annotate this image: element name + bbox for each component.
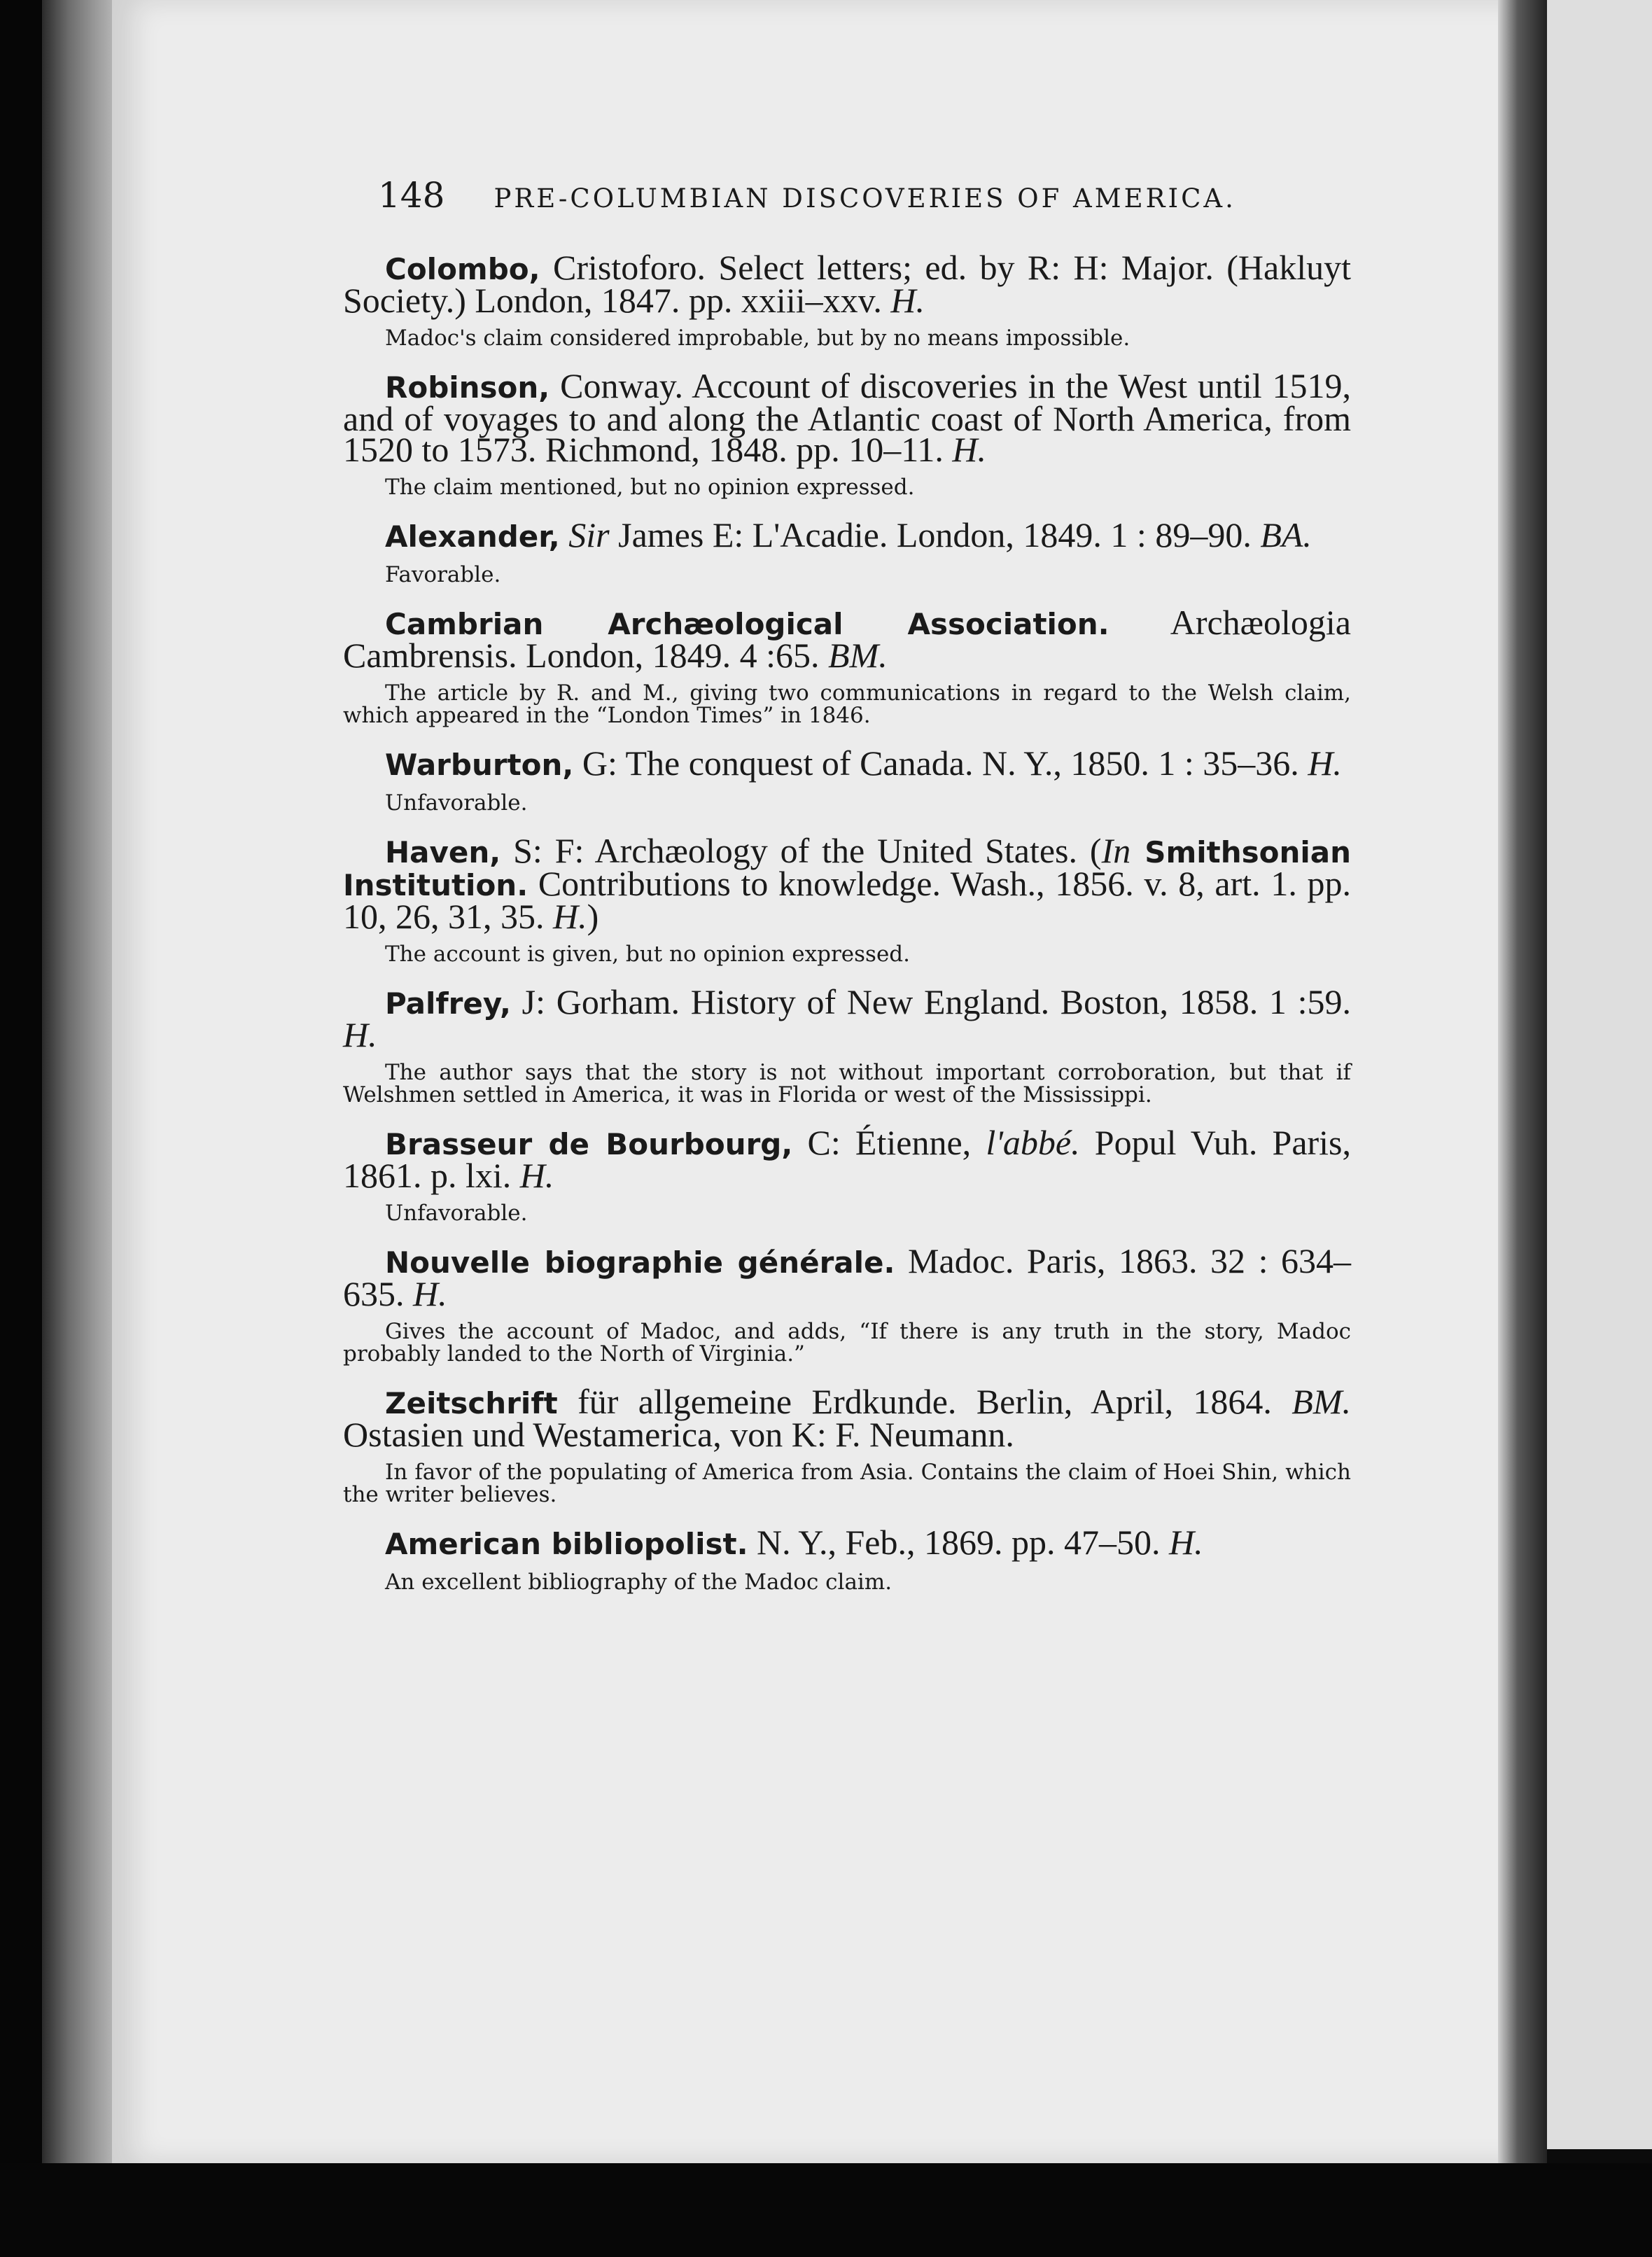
author-name: Brasseur de Bourbourg,	[385, 1127, 793, 1161]
author-title: Sir	[568, 515, 610, 554]
author-name: Zeitschrift	[385, 1386, 558, 1420]
annotation: Gives the account of Madoc, and adds, “If there is any truth in the story, Madoc probably landed to the North of Virginia.”	[343, 1319, 1351, 1367]
annotation: An excellent bibliography of the Madoc claim.	[385, 1570, 892, 1595]
closing-paren: )	[587, 897, 599, 936]
annotation: The account is given, but no opinion expressed.	[385, 942, 911, 967]
left-binding-shadow	[0, 0, 42, 2257]
author-name: Robinson,	[385, 370, 550, 405]
page-number: 148	[378, 175, 445, 216]
citation	[343, 1123, 1352, 1195]
annotation: Unfavorable.	[385, 790, 528, 816]
bibliography-entry	[343, 1241, 1352, 1367]
bibliography-entry	[343, 248, 1351, 351]
annotation: The article by R. and M., giving two communications in regard to the Welsh claim, which appeared in the “London Times” in 1846.	[343, 680, 1351, 728]
page-edge-band	[42, 0, 119, 2170]
bibliography-entry	[343, 743, 1351, 816]
citation-text: Cristoforo. Select letters; ed. by R: H: Major. (Hakluyt Society.) London, 1847. pp. xxiii–xxv.	[343, 248, 1351, 320]
annotation: Unfavorable.	[385, 1201, 528, 1226]
library-location: H.	[952, 430, 986, 469]
author-name: American bibliopolist.	[385, 1527, 748, 1561]
author-name: Palfrey,	[385, 986, 511, 1021]
citation-text: S: F: Archæology of the United States. (	[500, 831, 1102, 870]
citation-text: G: The conquest of Canada. N. Y., 1850. 1 : 35–36.	[573, 743, 1308, 783]
annotation: The author says that the story is not without important corroboration, but that if Welshmen settled in America, it was in Florida or west of the Mississippi.	[343, 1060, 1351, 1107]
running-head	[343, 175, 1351, 216]
citation-text: C: Étienne,	[792, 1123, 986, 1162]
author-title: l'abbé.	[986, 1123, 1080, 1162]
library-location: H.	[413, 1274, 447, 1313]
library-location: H.	[343, 1015, 377, 1054]
citation	[343, 603, 1351, 675]
facing-page-edge	[1547, 0, 1652, 2149]
bibliography-entry	[343, 1523, 1351, 1595]
citation-text: N. Y., Feb., 1869. pp. 47–50.	[748, 1523, 1169, 1562]
library-location: H.	[553, 897, 587, 936]
author-name: Alexander,	[385, 519, 560, 554]
author-name: Haven,	[385, 835, 501, 869]
citation-text: James E: L'Acadie. London, 1849. 1 : 89–90.	[609, 515, 1261, 554]
library-location: BM.	[828, 636, 888, 675]
library-location: H.	[1308, 743, 1342, 783]
citation-text: für allgemeine Erdkunde. Berlin, April, 1864.	[557, 1382, 1292, 1421]
citation	[343, 1241, 1352, 1313]
annotation: Favorable.	[385, 562, 501, 587]
page-text	[343, 175, 1351, 1614]
library-location: BM.	[1292, 1382, 1351, 1421]
running-title: PRE-COLUMBIAN DISCOVERIES OF AMERICA.	[493, 183, 1236, 214]
citation	[343, 366, 1351, 469]
citation-text-continued: Contributions to knowledge. Wash., 1856. v. 8, art. 1. pp. 10, 26, 31, 35.	[343, 864, 1351, 936]
citation	[343, 248, 1351, 320]
bibliography-entry	[343, 515, 1351, 587]
citation-text-continued: Popul Vuh. Paris, 1861. p. lxi.	[343, 1123, 1352, 1195]
in-marker: In	[1101, 831, 1131, 870]
library-location: H.	[519, 1156, 554, 1195]
bibliography-entry	[343, 1123, 1352, 1226]
citation	[343, 982, 1351, 1054]
bibliography-entry	[343, 1382, 1351, 1507]
library-location: H.	[1168, 1523, 1203, 1562]
citation	[343, 515, 1351, 554]
bibliography-entry	[343, 982, 1351, 1107]
library-location: H.	[890, 281, 925, 320]
citation	[343, 831, 1352, 936]
author-name: Colombo,	[385, 252, 540, 286]
bottom-background	[0, 2163, 1652, 2257]
annotation: In favor of the populating of America from Asia. Contains the claim of Hoei Shin, which the writer believes.	[343, 1460, 1351, 1507]
bibliography-entry	[343, 603, 1351, 728]
gutter-fold	[1498, 0, 1547, 2257]
author-name: Warburton,	[385, 748, 574, 782]
citation	[343, 1523, 1351, 1562]
author-name: Cambrian Archæological Association.	[385, 607, 1110, 641]
citation-text: J: Gorham. History of New England. Boston, 1858. 1 :59.	[510, 982, 1351, 1021]
citation	[343, 743, 1351, 783]
citation	[343, 1382, 1351, 1454]
citation-text: Madoc. Paris, 1863. 32 : 634–635.	[343, 1241, 1352, 1313]
citation-text: Conway. Account of discoveries in the West until 1519, and of voyages to and along the Atlantic coast of North America, from 1520 to 1573. Richmond, 1848. pp. 10–11.	[343, 366, 1351, 469]
bibliography-entry	[343, 366, 1351, 500]
library-location: BA.	[1260, 515, 1312, 554]
citation-text-continued: Ostasien und Westamerica, von K: F. Neumann.	[343, 1415, 1014, 1454]
series-name: Smithsonian Institution.	[343, 835, 1352, 902]
annotation: Madoc's claim considered improbable, but by no means impossible.	[385, 326, 1130, 351]
citation-text: Archæologia Cambrensis. London, 1849. 4 :65.	[343, 603, 1351, 675]
author-name: Nouvelle biographie générale.	[385, 1245, 895, 1280]
bibliography-entry	[343, 831, 1352, 967]
annotation: The claim mentioned, but no opinion expressed.	[385, 475, 915, 500]
